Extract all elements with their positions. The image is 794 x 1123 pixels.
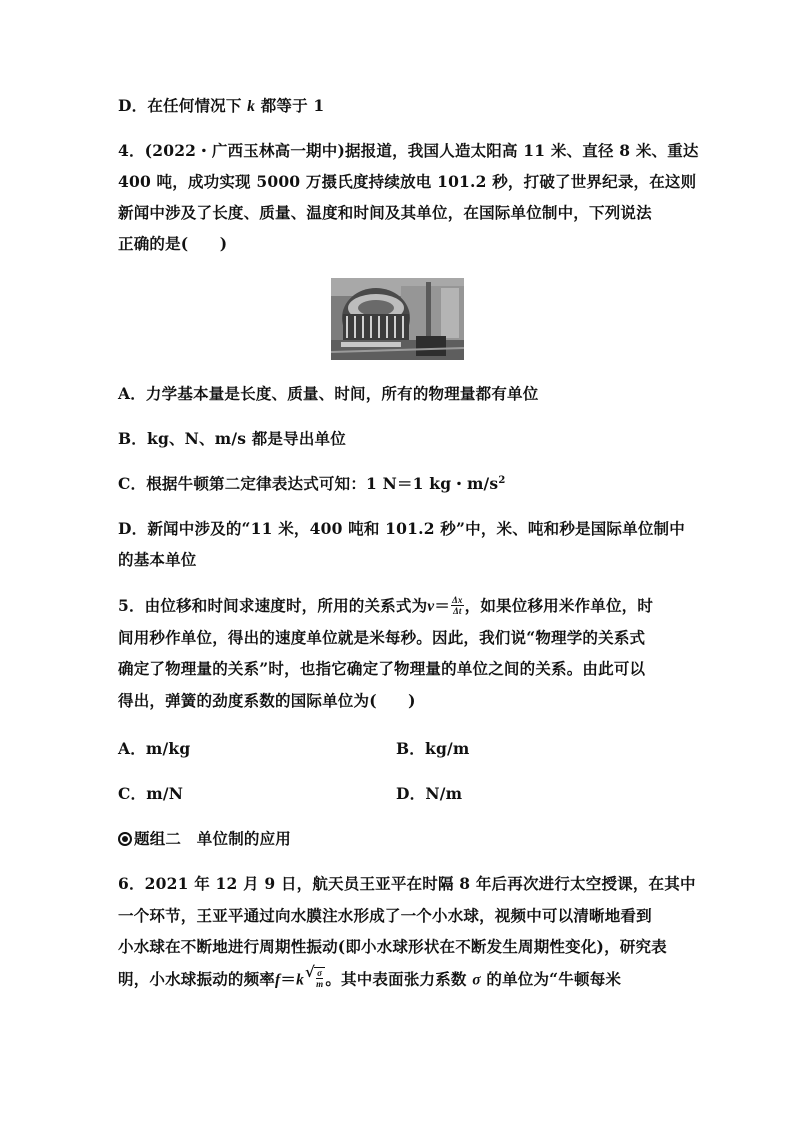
q3-option-d	[118, 96, 324, 117]
q5-stem-line4: 得出，弹簧的劲度系数的国际单位为( )	[118, 691, 416, 710]
q5-stem-line1	[118, 596, 653, 618]
q5-option-c: C．m/N	[118, 784, 184, 803]
q5-stem-line2: 间用秒作单位，得出的速度单位就是米每秒。因此，我们说“物理学的关系式	[118, 628, 646, 647]
q5-stem-line3: 确定了物理量的关系”时，也指它确定了物理量的单位之间的关系。由此可以	[118, 659, 646, 678]
q4-option-d-line2: 的基本单位	[118, 550, 197, 569]
photo-illustration	[331, 278, 464, 360]
superscript: 2	[498, 474, 506, 486]
var-k: k	[296, 971, 305, 989]
q4-stem-line2: 400 吨，成功实现 5000 万摄氏度持续放电 101.2 秒，打破了世界纪录，在这则	[118, 172, 697, 191]
group-title: 题组二 单位制的应用	[134, 829, 292, 848]
denominator: Δt	[453, 605, 462, 616]
denominator: m	[316, 979, 324, 989]
var-k: k	[247, 98, 256, 115]
text: ，如果位移用米作单位，时	[464, 596, 654, 615]
numerator: Δx	[452, 594, 463, 605]
q6-stem-line3: 小水球在不断地进行周期性振动(即小水球形状在不断发生周期性变化)，研究表	[118, 937, 667, 956]
square-root: √ $\frac{\sigma}{m}$	[305, 963, 324, 989]
text: 都等于 1	[255, 96, 325, 115]
var-v: v	[427, 598, 435, 615]
q6-stem-line2: 一个环节，王亚平通过向水膜注水形成了一个小水球，视频中可以清晰地看到	[118, 906, 652, 925]
fusion-reactor-photo	[331, 278, 464, 360]
text: 明，小水球振动的频率	[118, 969, 276, 989]
q4-option-b: B．kg、N、m/s 都是导出单位	[118, 429, 346, 448]
var-sigma: σ	[472, 971, 481, 989]
group-heading	[118, 829, 291, 849]
equals: ＝	[434, 596, 451, 615]
text: 5．由位移和时间求速度时，所用的关系式为	[118, 596, 428, 615]
fraction	[451, 595, 464, 616]
q5-option-b: B．kg/m	[396, 739, 470, 758]
q4-option-d-line1: D．新闻中涉及的“11 米，400 吨和 101.2 秒”中，米、吨和秒是国际单位制中	[118, 519, 685, 538]
text: D．在任何情况下	[118, 96, 248, 115]
q5-option-d: D．N/m	[396, 784, 463, 803]
numerator: σ	[317, 968, 323, 978]
q4-option-a: A．力学基本量是长度、质量、时间，所有的物理量都有单位	[118, 384, 539, 403]
equals: ＝	[280, 969, 297, 989]
q4-option-c	[118, 474, 506, 494]
target-icon	[118, 832, 132, 846]
q4-stem-line4: 正确的是( )	[118, 234, 228, 253]
q5-option-a: A．m/kg	[118, 739, 191, 758]
text: C．根据牛顿第二定律表达式可知：1 N＝1 kg・m/s	[118, 474, 499, 493]
text: 的单位为“牛顿每米	[480, 969, 622, 989]
q4-stem-line1: 4．(2022・广西玉林高一期中)据报道，我国人造太阳高 11 米、直径 8 米、重达	[118, 141, 699, 160]
q6-stem-line4	[118, 963, 622, 992]
q5-options-row1	[118, 739, 470, 759]
text: 。其中表面张力系数	[325, 969, 473, 989]
q6-stem-line1: 6．2021 年 12 月 9 日，航天员王亚平在时隔 8 年后再次进行太空授课，在其中	[118, 874, 696, 893]
q5-options-row2	[118, 784, 463, 804]
var-f: f	[275, 971, 281, 989]
q4-stem-line3: 新闻中涉及了长度、质量、温度和时间及其单位，在国际单位制中，下列说法	[118, 203, 652, 222]
